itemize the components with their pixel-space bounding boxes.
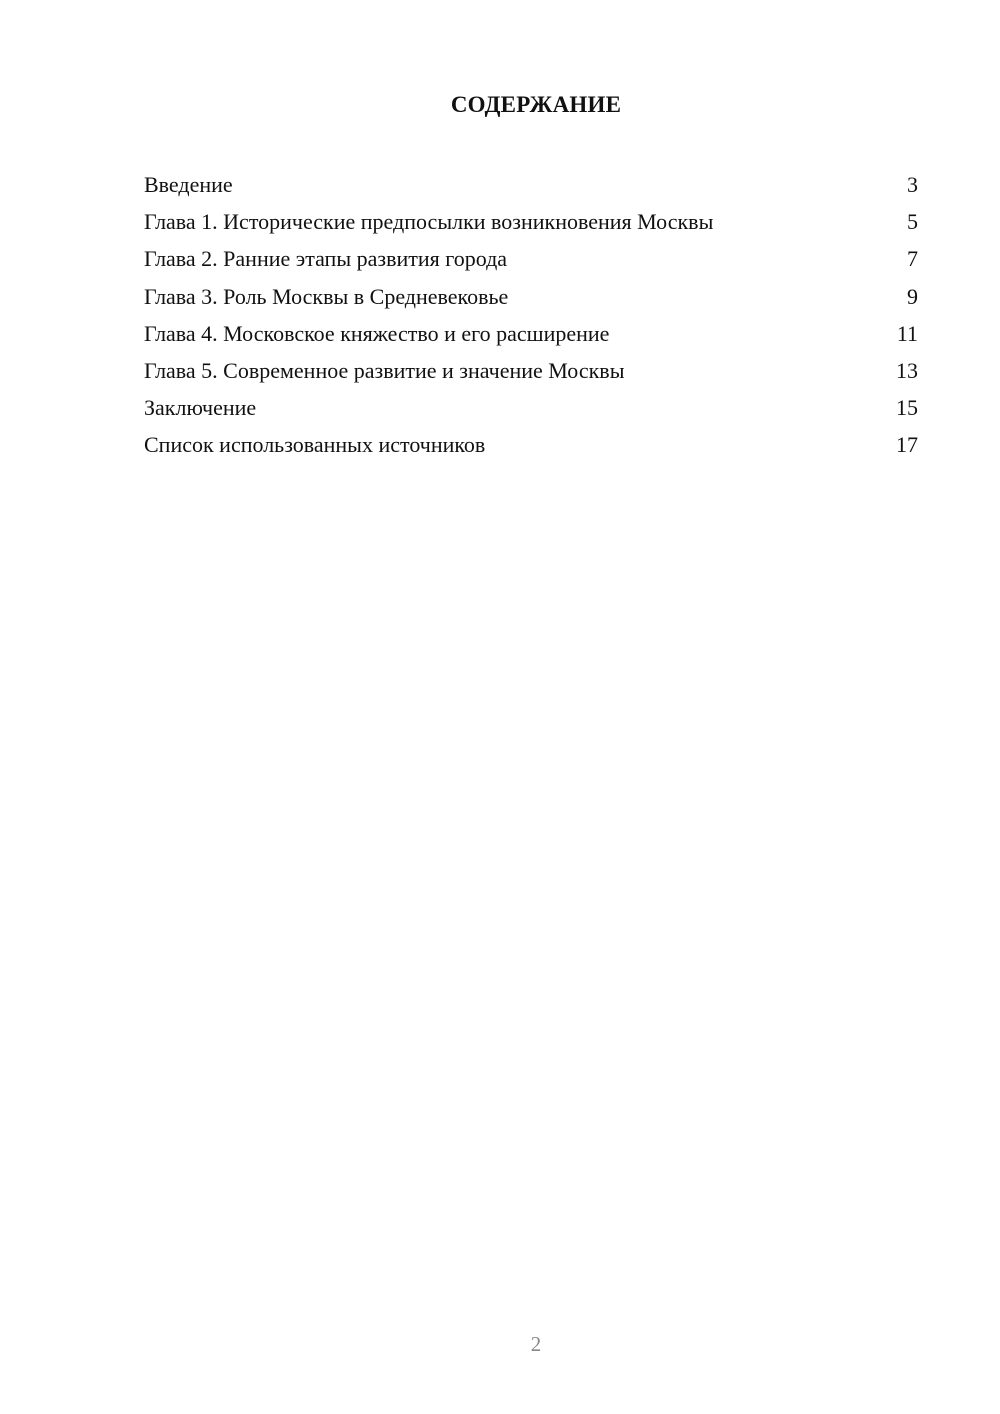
toc-entry-page: 5 <box>907 209 918 235</box>
page-number: 2 <box>530 1332 542 1356</box>
toc-entry-page: 11 <box>896 320 918 346</box>
toc-entry-chapter-2[interactable] <box>144 244 918 281</box>
toc-entry-page: 13 <box>896 357 918 383</box>
toc-entry-conclusion[interactable] <box>144 393 918 430</box>
table-of-contents <box>144 170 918 468</box>
toc-entry-chapter-1[interactable] <box>144 207 918 244</box>
toc-entry-page: 3 <box>907 172 918 197</box>
toc-entry-page: 9 <box>907 283 918 309</box>
toc-entry-page: 7 <box>907 246 918 272</box>
toc-entry-chapter-4[interactable] <box>144 319 918 356</box>
page-title: СОДЕРЖАНИЕ <box>450 92 622 117</box>
toc-entry-label: Введение <box>144 172 233 197</box>
toc-entry-chapter-5[interactable] <box>144 356 918 393</box>
toc-entry-label: Глава 1. Исторические предпосылки возникновения Москвы <box>144 209 714 235</box>
toc-entry-label: Глава 4. Московское княжество и его расширение <box>144 320 610 346</box>
toc-entry-label: Глава 2. Ранние этапы развития города <box>144 246 508 272</box>
toc-entry-chapter-3[interactable] <box>144 282 918 319</box>
toc-entry-label: Глава 5. Современное развитие и значение Москвы <box>144 357 625 383</box>
toc-entry-references[interactable] <box>144 430 918 467</box>
toc-entry-introduction[interactable] <box>144 170 918 207</box>
toc-entry-page: 17 <box>896 432 918 458</box>
toc-entry-label: Глава 3. Роль Москвы в Средневековье <box>144 283 509 309</box>
toc-entry-page: 15 <box>896 395 918 421</box>
toc-entry-label: Список использованных источников <box>144 432 486 458</box>
toc-entry-label: Заключение <box>144 395 257 421</box>
